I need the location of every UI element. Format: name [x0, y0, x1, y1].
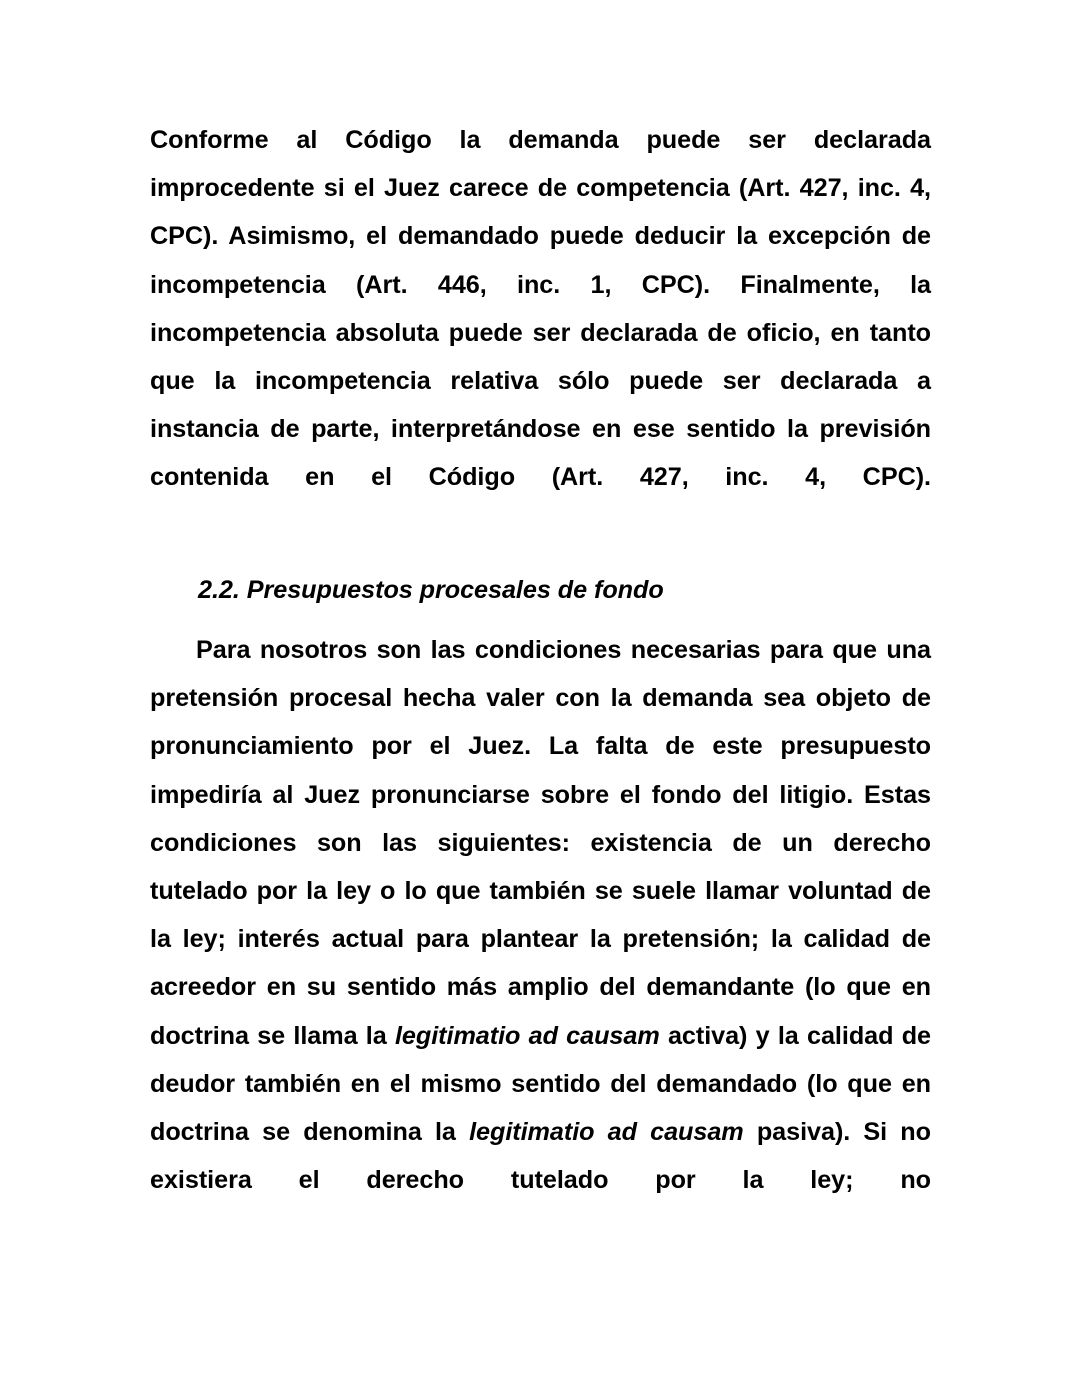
page-text-column: [150, 116, 931, 1253]
paragraph-competencia: Conforme al Código la demanda puede ser declarada improcedente si el Juez carece de competencia (Art. 427, inc. 4, CPC). Asimismo, el demandado puede deducir la excepción de incompetencia (Art. 446, inc. 1, CPC). Finalmente, la incompetencia absoluta puede ser declarada de oficio, en tanto que la incompetencia relativa sólo puede ser declarada a instancia de parte, interpretándose en ese sentido la previsión contenida en el Código (Art. 427, inc. 4, CPC).: [150, 126, 931, 492]
section-heading-2-2: 2.2. Presupuestos procesales de fondo: [198, 575, 664, 604]
latin-term: legitimatio ad causam: [394, 1021, 660, 1050]
heading-bottom-spacer: [150, 614, 931, 626]
paragraph-presupuestos-fondo: Para nosotros son las condiciones necesarias para que una pretensión procesal hecha valer con la demanda sea objeto de pronunciamiento por el Juez. La falta de este presupuesto impediría al Juez pronunciarse sobre el fondo del litigio. Estas condiciones son las siguientes: existencia de un derecho tutelado por la ley o lo que también se suele llamar voluntad de la ley; interés actual para plantear la pretensión; la calidad de acreedor en su sentido más amplio del demandante (lo que en doctrina se llama la legitimatio ad causam activa) y la calidad de deudor también en el mismo sentido del demandado (lo que en doctrina se denomina la legitimatio ad causam pasiva). Si no existiera el derecho tutelado por la ley; no: [150, 636, 932, 1195]
heading-top-spacer: [150, 550, 931, 566]
latin-term: legitimatio ad causam: [469, 1118, 744, 1147]
